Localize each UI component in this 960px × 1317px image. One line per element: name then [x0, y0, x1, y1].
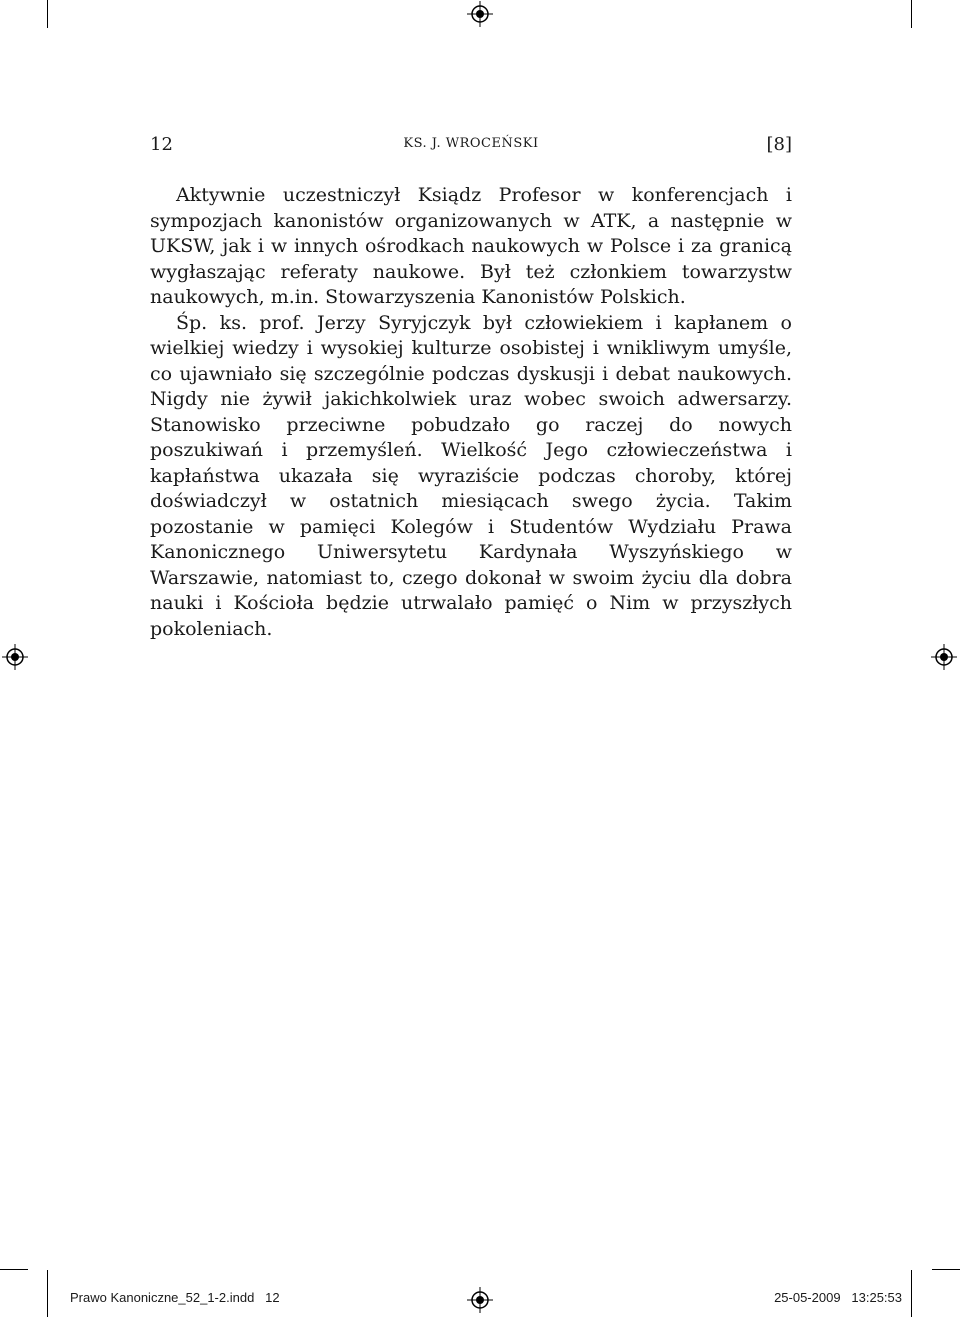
crop-mark-bottom-right — [911, 1270, 912, 1317]
paragraph: Śp. ks. prof. Jerzy Syryjczyk był człowiekiem i kapłanem o wielkiej wiedzy i wysokiej kulturze osobistej i wnikliwym umyśle, co ujawniało się szczególnie podczas dyskusji i debat naukowych. Nigdy nie żywił jakichkolwiek uraz wobec swoich adwersarzy. Stanowisko przeciwne pobudzało go raczej do nowych poszukiwań i przemyśleń. Wielkość Jego człowieczeństwa i kapłaństwa ukazała się wyraziście podczas choroby, której doświadczył w ostatnich miesiącach swego życia. Takim pozostanie w pamięci Kolegów i Studentów Wydziału Prawa Kanonicznego Uniwersytetu Kardynała Wyszyńskiego w Warszawie, natomiast to, czego dokonał w swoim życiu dla dobra nauki i Kościoła będzie utrwalało pamięć o Nim w przyszłych pokoleniach. — [150, 311, 792, 640]
crop-mark-top-left — [47, 0, 48, 28]
crop-mark-bottom-left — [47, 1270, 48, 1317]
slug-file-info: Prawo Kanoniczne_52_1-2.indd 12 — [70, 1290, 280, 1305]
crop-mark-bottom-right-h — [932, 1269, 960, 1270]
page-header — [150, 132, 792, 156]
slug-line — [70, 1290, 902, 1306]
crop-mark-bottom-left-h — [0, 1269, 28, 1270]
registration-mark-icon — [2, 644, 28, 670]
crop-mark-top-right — [911, 0, 912, 28]
registration-mark-icon — [467, 1, 493, 27]
registration-mark-icon — [931, 644, 957, 670]
slug-timestamp: 25-05-2009 13:25:53 — [774, 1290, 902, 1305]
body-text — [150, 183, 792, 642]
paragraph: Aktywnie uczestniczył Ksiądz Profesor w konferencjach i sympozjach kanonistów organizowanych w ATK, a następnie w UKSW, jak i w innych ośrodkach naukowych w Polsce i za granicą wygłaszając referaty naukowe. Był też członkiem towarzystw naukowych, m.in. Stowarzyszenia Kanonistów Polskich. — [150, 184, 792, 308]
running-head: KS. J. WROCEŃSKI — [403, 136, 539, 151]
page-number: 12 — [150, 134, 173, 155]
section-number: [8] — [766, 134, 792, 155]
